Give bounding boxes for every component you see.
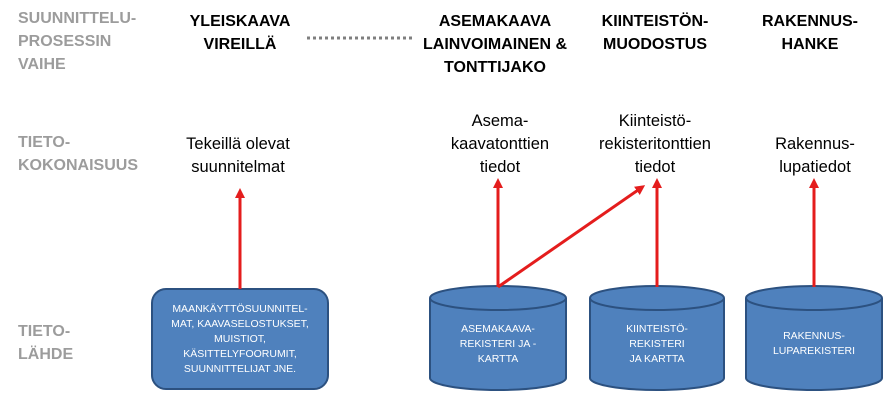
source-text-maankaytto: MAANKÄYTTÖSUUNNITEL- MAT, KAAVASELOSTUKSET, MUISTIOT, KÄSITTELYFOORUMIT, SUUNNITTELIJAT JNE. (171, 302, 309, 375)
source-text-rakennuslupa: RAKENNUS- LUPAREKISTERI (772, 330, 856, 357)
phase-kiinteistonmuodostus: KIINTEISTÖN- MUODOSTUS (601, 13, 709, 53)
phase-rakennushanke: RAKENNUS- HANKE (762, 13, 858, 53)
row-label-source: TIETO- LÄHDE (18, 323, 74, 363)
arrow-source2-to-info3 (498, 188, 641, 287)
phase-yleiskaava: YLEISKAAVA VIREILLÄ (189, 13, 291, 53)
phase-asemakaava: ASEMAKAAVA LAINVOIMAINEN & TONTTIJAKO (423, 13, 567, 76)
row-label-info: TIETO- KOKONAISUUS (18, 134, 139, 174)
info-asemakaavatontit: Asema- kaavatonttien tiedot (450, 112, 550, 176)
row-label-phase: SUUNNITTELU- PROSESSIN VAIHE (18, 10, 137, 73)
info-rakennuslupatiedot: Rakennus- lupatiedot (775, 135, 855, 176)
info-kiinteistorekisteritontit: Kiinteistö- rekisteritonttien tiedot (599, 112, 711, 176)
info-tekeilla: Tekeillä olevat suunnitelmat (186, 135, 290, 176)
source-text-kiinteistorekisteri: KIINTEISTÖ- REKISTERI JA KARTTA (626, 322, 688, 365)
source-text-asemakaavarekisteri: ASEMAKAAVA- REKISTERI JA - KARTTA (459, 322, 537, 365)
